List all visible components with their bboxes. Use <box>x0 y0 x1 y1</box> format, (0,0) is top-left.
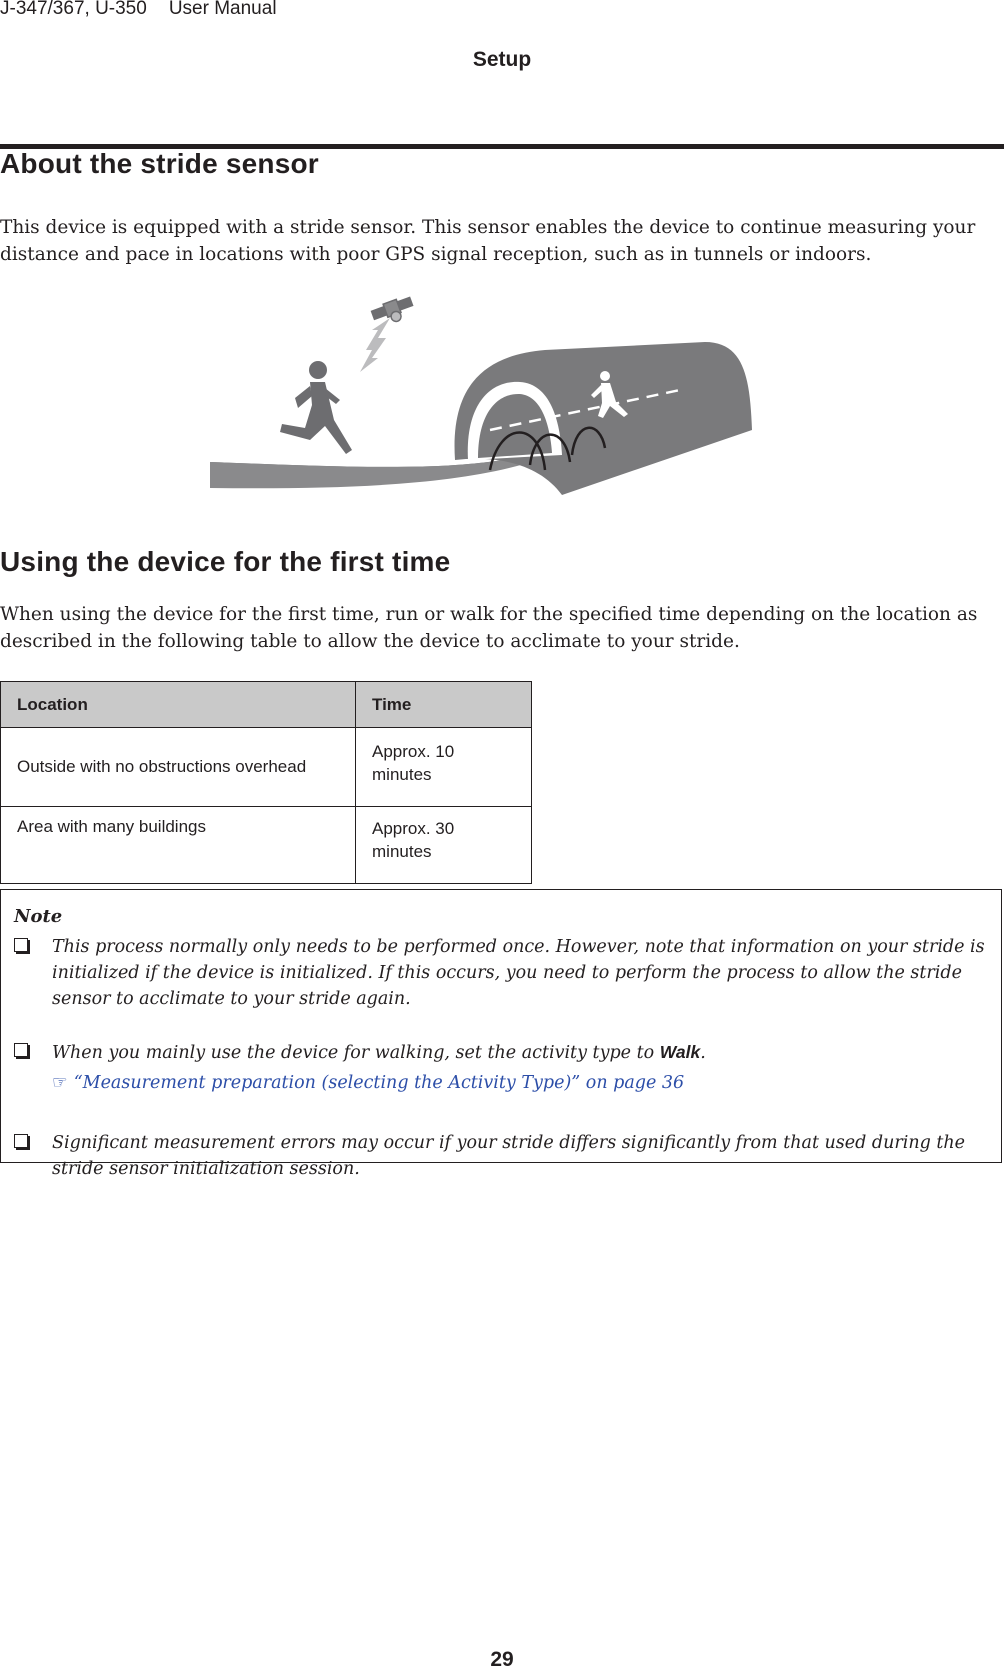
running-header <box>0 0 277 20</box>
table-header-location: Location <box>1 682 356 728</box>
table-cell-time: Approx. 10 minutes <box>356 728 532 807</box>
pointing-hand-icon: ☞ <box>52 1073 68 1093</box>
first-time-paragraph: When using the device for the first time, run or walk for the specified time depending on the location as described in the following table to allow the device to acclimate to your stride. <box>0 604 978 652</box>
manual-title: User Manual <box>168 0 277 19</box>
table-cell-location: Outside with no obstructions overhead <box>1 728 356 807</box>
note-box <box>0 889 1002 1179</box>
note-item-text: Significant measurement errors may occur if your stride differs significantly from that used during the stride sensor initialization session. <box>52 1133 966 1179</box>
table-cell-time: Approx. 30 minutes <box>356 807 532 884</box>
note-item-text: When you mainly use the device for walking, set the activity type to Walk. <box>52 1042 706 1063</box>
acclimation-table <box>0 681 532 884</box>
about-paragraph: This device is equipped with a stride sensor. This sensor enables the device to continue measuring your distance and pace in locations with poor GPS signal reception, such as in tunnels or indoors. <box>0 217 976 265</box>
table-cell-location: Area with many buildings <box>1 807 356 884</box>
note-item-text: This process normally only needs to be performed once. However, note that information on your stride is initialized if the device is initialized. If this occurs, you need to perform the process to allow the stride sensor to acclimate to your stride again. <box>52 937 985 1009</box>
first-time-heading: Using the device for the first time <box>0 546 451 577</box>
walk-term: Walk <box>659 1042 701 1062</box>
satellite-icon <box>370 295 417 329</box>
model-number: J-347/367, U-350 <box>0 0 147 19</box>
table-row <box>1 728 532 807</box>
link-text[interactable]: “Measurement preparation (selecting the Activity Type)” on page 36 <box>73 1073 685 1093</box>
checkbox-bullet-icon <box>14 938 28 952</box>
checkbox-bullet-icon <box>14 1043 28 1057</box>
gps-signal-bolt <box>360 318 390 372</box>
page-number: 29 <box>490 1648 514 1671</box>
table-row <box>1 807 532 884</box>
cross-reference-link[interactable] <box>52 1073 684 1093</box>
checkbox-bullet-icon <box>14 1134 28 1148</box>
section-title: Setup <box>472 48 532 71</box>
table-header-time: Time <box>356 682 532 728</box>
stride-sensor-illustration <box>200 290 800 520</box>
about-heading: About the stride sensor <box>0 148 319 179</box>
note-title: Note <box>14 906 63 927</box>
note-item-text-main: When you mainly use the device for walking, set the activity type to <box>52 1043 660 1063</box>
table-header-row <box>1 682 532 728</box>
runner-outside <box>280 361 352 454</box>
